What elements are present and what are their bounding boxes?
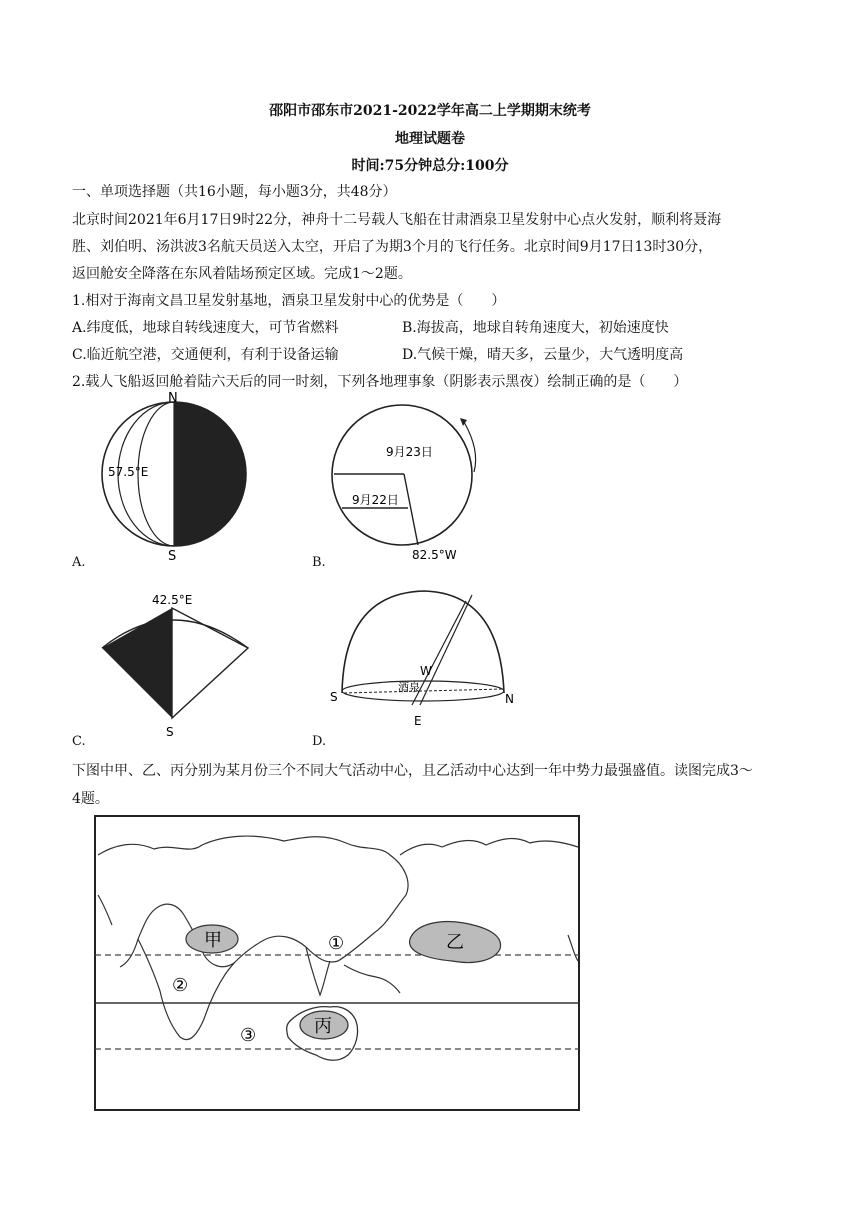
q2-stem: 2.载人飞船返回舱着陆六天后的同一时刻，下列各地理事象（阴影表示黑夜）绘制正确的是（ ）	[72, 374, 688, 390]
figure-a	[90, 390, 270, 562]
figure-b-label: B.	[312, 555, 326, 570]
map-marker-3: ③	[240, 1025, 257, 1046]
figure-b-lon: 82.5°W	[412, 548, 457, 562]
exam-meta: 时间:75分钟总分:100分	[351, 158, 509, 174]
exam-title: 邵阳市邵东市2021-2022学年高二上学期期末统考	[269, 103, 591, 119]
figure-d-n: N	[505, 692, 514, 706]
figure-d-e: E	[414, 714, 422, 728]
figure-a-label: A.	[72, 555, 86, 570]
map-marker-2: ②	[172, 975, 189, 996]
figure-a-lon: 57.5°E	[108, 465, 149, 479]
figure-b-date-2: 9月22日	[352, 493, 399, 507]
figure-c-lon: 42.5°E	[152, 593, 193, 607]
figure-c-label: C.	[72, 734, 86, 749]
figure-c	[90, 590, 270, 742]
q1-stem: 1.相对于海南文昌卫星发射基地，酒泉卫星发射中心的优势是（ ）	[72, 293, 506, 309]
section-heading: 一、单项选择题（共16小题，每小题3分，共48分）	[72, 184, 397, 200]
map-label-jia: 甲	[204, 930, 222, 951]
q1-option-d: D.气候干燥，晴天多，云量少，大气透明度高	[402, 347, 684, 363]
intro-line-1: 北京时间2021年6月17日9时22分，神舟十二号载人飞船在甘肃酒泉卫星发射中心点火发射，顺利将聂海	[72, 212, 722, 228]
figure-d	[322, 585, 522, 735]
map-marker-1: ①	[328, 933, 345, 954]
q1-option-a: A.纬度低，地球自转线速度大，可节省燃料	[72, 320, 339, 336]
figure-b	[322, 400, 502, 562]
q34-intro-line-1: 下图中甲、乙、丙分别为某月份三个不同大气活动中心，且乙活动中心达到一年中势力最强盛值。读图完成3～	[72, 763, 753, 779]
q1-option-b: B.海拔高，地球自转角速度大，初始速度快	[402, 320, 669, 336]
q34-intro-line-2: 4题。	[72, 791, 109, 807]
intro-line-2: 胜、刘伯明、汤洪波3名航天员送入太空，开启了为期3个月的飞行任务。北京时间9月17日13时30分，	[72, 239, 713, 255]
figure-d-w: W	[420, 664, 432, 678]
figure-b-date-1: 9月23日	[386, 445, 433, 459]
exam-subtitle: 地理试题卷	[395, 131, 465, 147]
world-map	[94, 815, 582, 1113]
figure-c-south: S	[166, 725, 174, 739]
map-label-yi: 乙	[446, 932, 464, 953]
figure-a-north: N	[168, 391, 178, 406]
map-label-bing: 丙	[314, 1016, 332, 1037]
figure-d-label: D.	[312, 734, 327, 749]
q1-option-c: C.临近航空港，交通便利，有利于设备运输	[72, 347, 339, 363]
figure-a-south: S	[168, 549, 177, 562]
figure-d-s: S	[330, 690, 338, 704]
intro-line-3: 返回舱安全降落在东风着陆场预定区域。完成1～2题。	[72, 266, 412, 282]
figure-d-place: 酒泉	[398, 681, 420, 694]
